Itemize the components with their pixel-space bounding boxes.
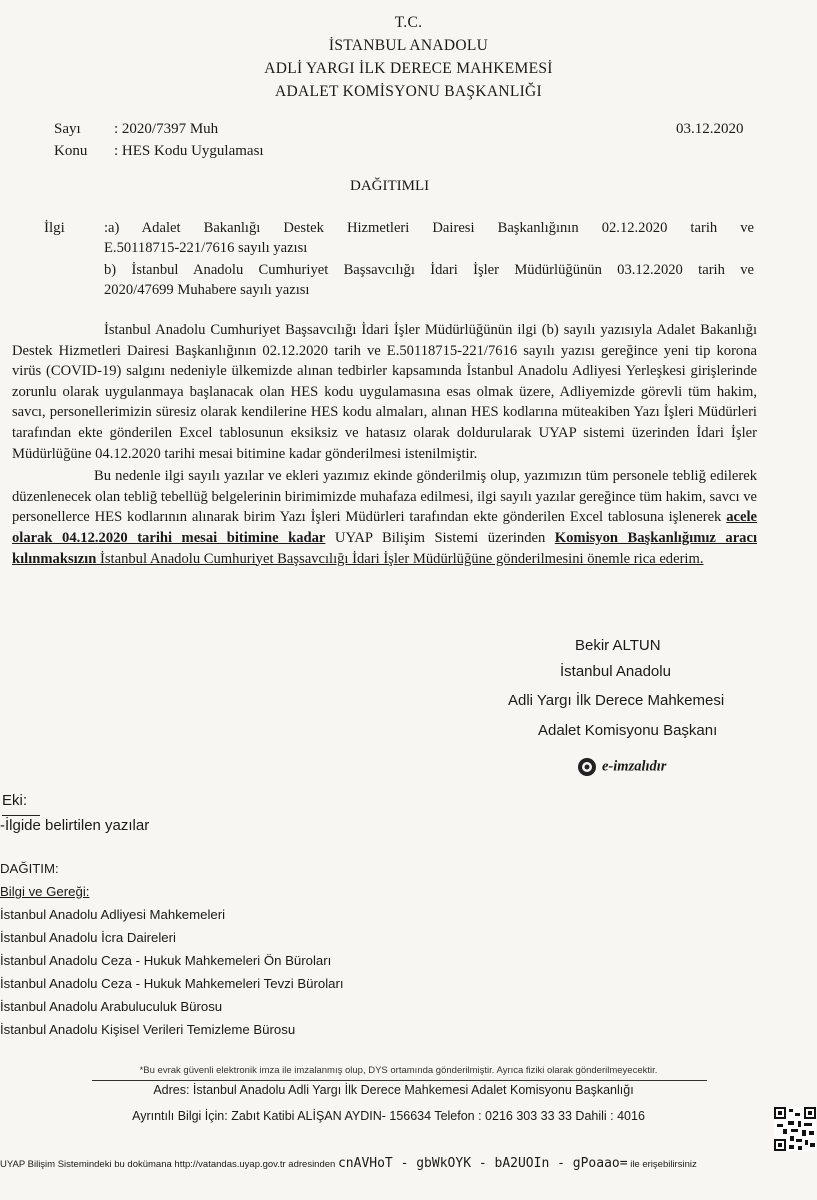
para2-text-c: İstanbul Anadolu Cumhuriyet Başsavcılığı İdari İşler Müdürlüğüne gönderilmesini önemle rica ederim.	[96, 550, 704, 567]
attachments-label: Eki:	[2, 792, 28, 809]
konu-value: : HES Kodu Uygulaması	[114, 143, 264, 159]
body-paragraph-1: İstanbul Anadolu Cumhuriyet Başsavcılığı İdari İşler Müdürlüğünün ilgi (b) sayılı yazısıyla Adalet Bakanlığı Destek Hizmetleri Dairesi Başkanlığının 02.12.2020 tarih ve E.50118715-221/7616 sayılı yazısı gereğince yeni tip korona virüs (COVID-19) salgını nedeniyle ülkemizde alınan tedbirler kapsamında İstanbul Anadolu Adliyesi Yerleşkesi girişlerinde zorunlu olarak uygulanmaya başlanacak olan HES kodu uygulamasına esas olmak üzere, Adliyemizde görevli tüm hakim, savcı, personellerimizin süresiz olarak kendilerine HES kodu almaları, alınan HES kodlarına müteakiben Yazı İşleri Müdürleri tarafından ekte gönderilen Excel tablosunun eksiksiz ve hatasız olarak doldurularak UYAP sistemi üzerinden İdari İşler Müdürlüğüne 04.12.2020 tarihi mesai bitimine kadar gönderilmesi istenilmiştir.	[12, 322, 757, 462]
body-text	[12, 320, 757, 569]
distribution-item: İstanbul Anadolu Ceza - Hukuk Mahkemeleri Tevzi Büroları	[0, 976, 344, 991]
signer-line3: Adli Yargı İlk Derece Mahkemesi	[508, 692, 725, 709]
attachments-item: -İlgide belirtilen yazılar	[0, 817, 150, 834]
para2-emphasis-deadline: acele olarak 04.12.2020 tarihi mesai bitimine kadar	[12, 509, 757, 546]
header-istanbul-anadolu: İSTANBUL ANADOLU	[328, 37, 489, 54]
distribution-item: İstanbul Anadolu İcra Daireleri	[0, 930, 176, 945]
sayi-value: : 2020/7397 Muh	[114, 121, 219, 137]
body-paragraph-2	[12, 466, 757, 569]
document-date: 03.12.2020	[676, 121, 744, 137]
footer-esign-note: *Bu evrak güvenli elektronik imza ile imzalanmış olup, DYS ortamında gönderilmiştir. Ayrıca fiziki olarak gönderilmeyecektir.	[139, 1065, 658, 1076]
distribution-item: İstanbul Anadolu Kişisel Verileri Temizleme Bürosu	[0, 1022, 296, 1037]
distribution-label: DAĞITIM:	[0, 861, 59, 876]
sayi-label: Sayı	[54, 121, 81, 137]
distribution-item: İstanbul Anadolu Ceza - Hukuk Mahkemeleri Ön Büroları	[0, 953, 332, 968]
footer-verify	[0, 1156, 697, 1171]
signer-name: Bekir ALTUN	[575, 637, 661, 654]
header-tc: T.C.	[394, 14, 423, 31]
ilgi-b-line2: 2020/47699 Muhabere sayılı yazısı	[104, 282, 310, 298]
attachments-label-underline	[2, 815, 40, 816]
konu-label: Konu	[54, 143, 88, 159]
distribution-item: İstanbul Anadolu Adliyesi Mahkemeleri	[0, 907, 226, 922]
esign-mark	[576, 756, 666, 778]
verify-code: cnAVHoT - gbWkOYK - bA2UOIn - gPoaao=	[337, 1156, 628, 1171]
signer-title: Adalet Komisyonu Başkanı	[538, 722, 718, 739]
footer-address: Adres: İstanbul Anadolu Adli Yargı İlk Derece Mahkemesi Adalet Komisyonu Başkanlığı	[153, 1083, 634, 1097]
footer-contact: Ayrıntılı Bilgi İçin: Zabıt Katibi ALİŞAN AYDIN- 156634 Telefon : 0216 303 33 33 Dahili : 4016	[132, 1109, 645, 1123]
ilgi-label: İlgi	[44, 220, 65, 236]
dagitimli-title: DAĞITIMLI	[350, 178, 430, 194]
header-commission: ADALET KOMİSYONU BAŞKANLIĞI	[275, 83, 542, 100]
header-court-name: ADLİ YARGI İLK DERECE MAHKEMESİ	[264, 60, 553, 77]
para2-text-b: UYAP Bilişim Sistemi üzerinden	[325, 529, 555, 546]
esign-seal-icon	[576, 756, 598, 778]
para2-emphasis-commission: Komisyon Başkanlığımız aracı kılınmaksızın	[12, 529, 757, 567]
footer-divider	[92, 1080, 707, 1081]
signer-line2: İstanbul Anadolu	[560, 663, 671, 680]
qr-code	[774, 1107, 816, 1151]
ilgi-b-line1: b) İstanbul Anadolu Cumhuriyet Başsavcılığı İdari İşler Müdürlüğünün 03.12.2020 tarih ve	[104, 262, 754, 278]
ilgi-a-line1: :a) Adalet Bakanlığı Destek Hizmetleri Dairesi Başkanlığının 02.12.2020 tarih ve	[104, 220, 754, 236]
verify-suffix: ile erişebilirsiniz	[630, 1159, 697, 1170]
verify-prefix: UYAP Bilişim Sistemindeki bu dokümana http://vatandas.uyap.gov.tr adresinden	[0, 1159, 336, 1170]
para2-text-a: Bu nedenle ilgi sayılı yazılar ve ekleri yazımız ekinde gönderilmiş olup, yazımızın tüm personele tebliğ edilerek düzenlenecek olan tebliğ tebellüğ belgelerinin birimimizde muhafaza edilmesi, ilgi sayılı yazılar gereğince tüm hakim, savcı ve personellerce HES kodlarının alınarak birim Yazı İşleri Müdürleri tarafından ekte gönderilen Excel tablosuna işlenerek	[12, 468, 757, 526]
ilgi-a-line2: E.50118715-221/7616 sayılı yazısı	[104, 240, 308, 256]
distribution-sublabel: Bilgi ve Gereği:	[0, 884, 90, 899]
distribution-item: İstanbul Anadolu Arabuluculuk Bürosu	[0, 999, 223, 1014]
esign-text: e-imzalıdır	[602, 758, 667, 775]
